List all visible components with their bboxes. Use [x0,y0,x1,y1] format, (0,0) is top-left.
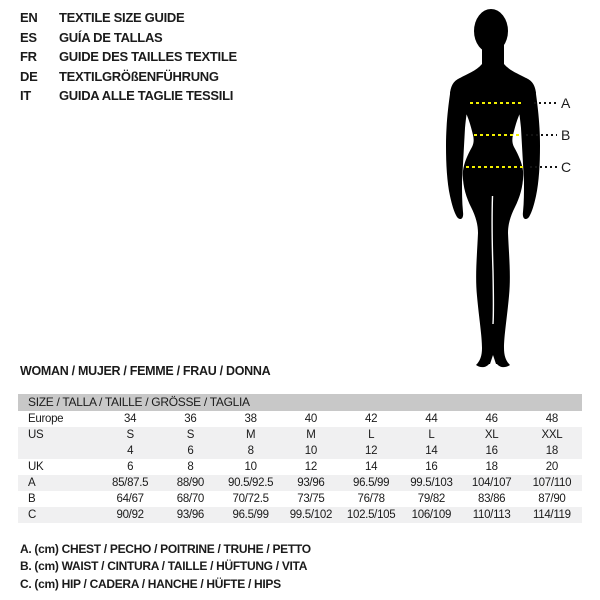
size-cell: 6 [187,445,194,457]
table-row [18,427,582,443]
size-cell: S [126,429,134,441]
size-cell: 4 [127,445,134,457]
size-cell: 99.5/102 [289,509,333,521]
size-cell: 36 [184,413,197,425]
size-cell: XXL [541,429,563,441]
row-label: Europe [28,413,64,425]
size-cell: L [368,429,375,441]
size-cell: 102.5/105 [346,509,396,521]
measure-label-a: A [561,95,571,111]
row-label: C [28,509,37,521]
size-cell: 110/113 [472,509,511,521]
size-cell: 83/86 [477,493,506,505]
size-cell: 114/119 [532,509,571,521]
size-cell: 42 [365,413,378,425]
row-label [18,443,100,459]
size-cell: 68/70 [176,493,205,505]
language-row [20,47,237,67]
size-cell: 87/90 [538,493,566,505]
size-cell: M [306,429,316,441]
size-cell: 44 [425,413,438,425]
measurement-legend [20,541,311,593]
section-title: WOMAN / MUJER / FEMME / FRAU / DONNA [20,364,271,378]
measure-dash-black [530,166,557,168]
legend-row: C. (cm) HIP / CADERA / HANCHE / HÜFTE / HIPS [20,576,281,591]
language-code: DE [20,68,38,84]
table-row [18,507,582,523]
size-cell: 10 [244,461,257,473]
measure-dash-black [534,102,557,104]
measure-dash-yellow [470,102,524,104]
size-cell: M [245,429,256,441]
size-cell: 38 [244,413,257,425]
size-cell: 16 [485,445,498,457]
language-row [20,8,237,28]
size-cell: 14 [365,461,378,473]
size-cell: 106/109 [411,509,452,521]
table-row [18,475,582,491]
language-label: GUIDE DES TAILLES TEXTILE [59,49,237,65]
legend-row: B. (cm) WAIST / CINTURA / TAILLE / HÜFTUNG / VITA [20,559,308,574]
language-code: ES [20,29,37,45]
size-cell: L [428,429,435,441]
language-label: TEXTILE SIZE GUIDE [59,10,185,26]
language-code: IT [20,88,31,104]
size-cell: 96.5/99 [232,509,269,521]
size-cell: S [186,429,195,441]
size-cell: 64/67 [116,493,144,505]
measure-line-c [0,159,600,175]
size-cell: 18 [485,461,498,473]
size-table-body [18,411,582,523]
measure-line-b [0,127,600,143]
size-cell: 40 [304,413,317,425]
woman-silhouette [420,6,570,368]
measure-dash-yellow [474,134,519,136]
measure-label-c: C [561,159,571,175]
size-cell: 79/82 [417,493,446,505]
language-code: EN [20,10,38,26]
size-cell: 85/87.5 [111,477,149,489]
size-cell: 14 [425,445,438,457]
size-cell: 8 [187,461,194,473]
size-cell: 12 [304,461,317,473]
size-cell: 46 [485,413,498,425]
table-row [18,491,582,507]
language-row [20,28,237,48]
size-cell: 99.5/103 [410,477,453,489]
language-label: GUIDA ALLE TAGLIE TESSILI [59,88,234,104]
size-cell: 48 [545,413,558,425]
row-label: A [28,477,36,489]
measure-dash-yellow [466,166,524,168]
size-cell: 12 [365,445,378,457]
size-cell: 104/107 [471,477,512,489]
size-cell: 107/110 [532,477,572,489]
size-cell: 8 [247,445,254,457]
language-label: TEXTILGRÖßENFÜHRUNG [59,68,219,84]
size-cell: 93/96 [297,477,325,489]
language-code: FR [20,49,37,65]
size-cell: 88/90 [176,477,205,489]
size-cell: 16 [425,461,438,473]
language-list [20,8,237,106]
size-cell: 96.5/99 [352,477,390,489]
legend-row: A. (cm) CHEST / PECHO / POITRINE / TRUHE / PETTO [20,542,311,556]
measure-dash-black [526,134,557,136]
size-cell: 10 [304,445,317,457]
row-label: UK [28,461,44,473]
size-cell: 90.5/92.5 [227,477,274,489]
measure-label-b: B [561,127,571,143]
table-row [18,443,582,459]
size-table-header: SIZE / TALLA / TAILLE / GRÖSSE / TAGLIA [18,394,582,411]
size-cell: 18 [545,445,558,457]
measure-line-a [0,95,600,111]
size-cell: 76/78 [357,493,385,505]
size-cell: 6 [127,461,134,473]
table-row [18,459,582,475]
size-table [18,394,582,523]
size-cell: 20 [545,461,558,473]
language-label: GUÍA DE TALLAS [59,29,163,45]
size-cell: 90/92 [116,509,144,521]
language-row [20,67,237,87]
row-label: B [28,493,36,505]
size-cell: XL [484,429,499,441]
row-label: US [28,429,44,441]
size-cell: 34 [124,413,137,425]
size-cell: 73/75 [297,493,325,505]
size-cell: 70/72.5 [232,493,269,505]
size-cell: 93/96 [176,509,205,521]
table-row [18,411,582,427]
